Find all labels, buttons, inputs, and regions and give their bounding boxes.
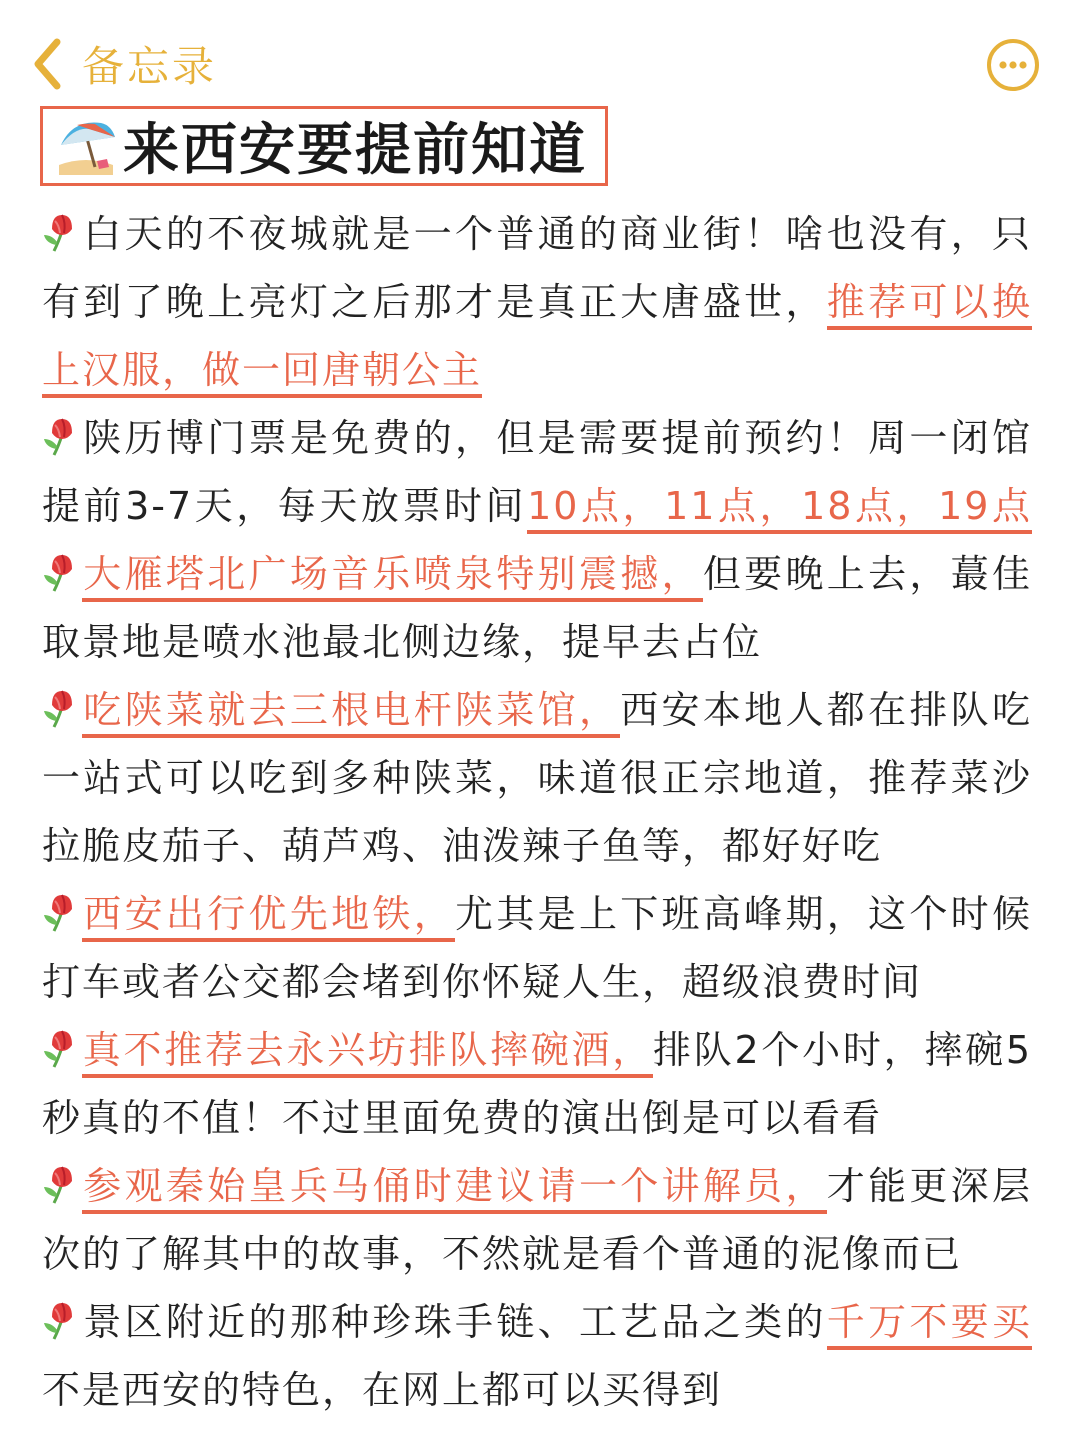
highlighted-text: 10点，11点，18点，19点 (527, 484, 1032, 534)
note-line (42, 268, 1032, 336)
rose-icon (42, 1158, 82, 1200)
rose-icon (42, 1294, 82, 1336)
highlighted-text: 参观秦始皇兵马俑时建议请一个讲解员， (82, 1164, 827, 1214)
highlighted-text: 真不推荐去永兴坊排队摔碗酒， (82, 1028, 653, 1078)
note-line (42, 812, 1032, 880)
body-text: 一站式可以吃到多种陕菜，味道很正宗地道，推荐菜沙 (42, 756, 1032, 800)
note-line (42, 404, 1032, 472)
highlighted-text: 西安出行优先地铁， (82, 892, 455, 942)
back-button[interactable] (30, 34, 217, 94)
chevron-left-icon (30, 36, 64, 92)
more-icon (986, 38, 1040, 92)
note-line (42, 336, 1032, 404)
note-line (42, 880, 1032, 948)
body-text: 才能更深层 (826, 1164, 1032, 1208)
rose-icon (42, 546, 82, 588)
note-line (42, 472, 1032, 540)
body-text: 白天的不夜城就是一个普通的商业街！啥也没有，只 (82, 212, 1032, 256)
body-text: 陕历博门票是免费的，但是需要提前预约！周一闭馆 (82, 416, 1032, 460)
rose-icon (42, 206, 82, 248)
rose-icon (42, 410, 82, 452)
note-line (42, 948, 1032, 1016)
note-line (42, 744, 1032, 812)
note-title-box (40, 106, 608, 186)
body-text: 尤其是上下班高峰期，这个时候 (455, 892, 1032, 936)
nav-bar (0, 0, 1080, 110)
highlighted-text: 吃陕菜就去三根电杆陕菜馆， (82, 688, 620, 738)
highlighted-text: 上汉服，做一回唐朝公主 (42, 348, 482, 398)
note-body (42, 200, 1032, 1424)
body-text: 打车或者公交都会堵到你怀疑人生，超级浪费时间 (42, 960, 923, 1004)
body-text: 排队2个小时，摔碗5 (653, 1028, 1032, 1072)
note-line (42, 1288, 1032, 1356)
note-line (42, 1356, 1032, 1424)
body-text: 不是西安的特色，在网上都可以买得到 (42, 1368, 723, 1412)
body-text: 提前3-7天，每天放票时间 (42, 484, 528, 528)
body-text: 西安本地人都在排队吃 (620, 688, 1032, 732)
note-line (42, 1220, 1032, 1288)
note-line (42, 1152, 1032, 1220)
body-text: 景区附近的那种珍珠手链、工艺品之类的 (82, 1300, 827, 1344)
body-text: 秒真的不值！不过里面免费的演出倒是可以看看 (42, 1096, 883, 1140)
body-text: 次的了解其中的故事，不然就是看个普通的泥像而已 (42, 1232, 963, 1276)
note-line (42, 1084, 1032, 1152)
beach-umbrella-icon (55, 115, 117, 177)
note-line (42, 540, 1032, 608)
rose-icon (42, 682, 82, 724)
note-line (42, 200, 1032, 268)
note-line (42, 1016, 1032, 1084)
body-text: 但要晚上去，蕞佳 (702, 552, 1032, 596)
rose-icon (42, 1022, 82, 1064)
body-text: 有到了晚上亮灯之后那才是真正大唐盛世， (42, 280, 827, 324)
body-text: 拉脆皮茄子、葫芦鸡、油泼辣子鱼等，都好好吃 (42, 824, 883, 868)
highlighted-text: 推荐可以换 (827, 280, 1032, 330)
note-line (42, 676, 1032, 744)
back-label: 备忘录 (82, 42, 218, 91)
rose-icon (42, 886, 82, 928)
highlighted-text: 千万不要买 (827, 1300, 1032, 1350)
note-line (42, 608, 1032, 676)
more-button[interactable] (986, 38, 1040, 92)
note-title: 来西安要提前知道 (123, 118, 587, 183)
body-text: 取景地是喷水池最北侧边缘，提早去占位 (42, 620, 763, 664)
highlighted-text: 大雁塔北广场音乐喷泉特别震撼， (82, 552, 703, 602)
